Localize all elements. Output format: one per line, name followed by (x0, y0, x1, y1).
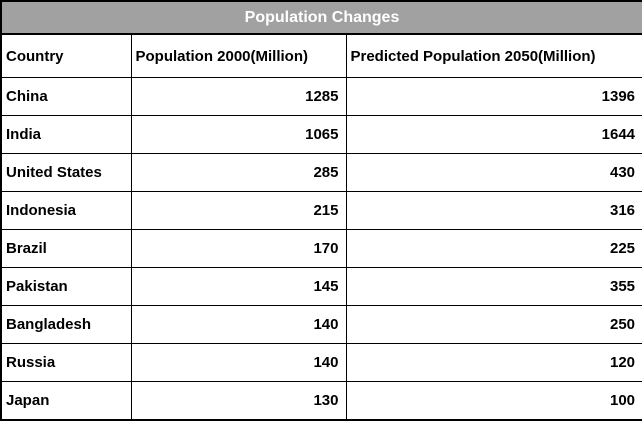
table-row (1, 78, 642, 116)
column-header-country: Country (1, 34, 131, 78)
country-cell: Brazil (1, 230, 131, 268)
pop2050-cell: 430 (346, 154, 642, 192)
pop2050-cell: 225 (346, 230, 642, 268)
pop2050-cell: 316 (346, 192, 642, 230)
table-row (1, 344, 642, 382)
table-title: Population Changes (1, 1, 642, 34)
table-row (1, 306, 642, 344)
table-row (1, 268, 642, 306)
column-header-pop2050: Predicted Population 2050(Million) (346, 34, 642, 78)
pop2000-cell: 1285 (131, 78, 346, 116)
pop2050-cell: 355 (346, 268, 642, 306)
country-cell: Indonesia (1, 192, 131, 230)
table-header-row (1, 34, 642, 78)
country-cell: Bangladesh (1, 306, 131, 344)
pop2000-cell: 130 (131, 382, 346, 421)
pop2050-cell: 120 (346, 344, 642, 382)
country-cell: China (1, 78, 131, 116)
pop2050-cell: 1644 (346, 116, 642, 154)
pop2000-cell: 145 (131, 268, 346, 306)
pop2000-cell: 215 (131, 192, 346, 230)
pop2000-cell: 1065 (131, 116, 346, 154)
pop2000-cell: 285 (131, 154, 346, 192)
table-row (1, 192, 642, 230)
country-cell: Japan (1, 382, 131, 421)
pop2000-cell: 170 (131, 230, 346, 268)
table-row (1, 382, 642, 421)
table-row (1, 230, 642, 268)
table-row (1, 154, 642, 192)
pop2050-cell: 250 (346, 306, 642, 344)
table-body (1, 78, 642, 421)
table-title-row (1, 1, 642, 34)
pop2000-cell: 140 (131, 306, 346, 344)
pop2050-cell: 1396 (346, 78, 642, 116)
country-cell: India (1, 116, 131, 154)
pop2000-cell: 140 (131, 344, 346, 382)
pop2050-cell: 100 (346, 382, 642, 421)
country-cell: United States (1, 154, 131, 192)
column-header-pop2000: Population 2000(Million) (131, 34, 346, 78)
table-row (1, 116, 642, 154)
country-cell: Russia (1, 344, 131, 382)
country-cell: Pakistan (1, 268, 131, 306)
